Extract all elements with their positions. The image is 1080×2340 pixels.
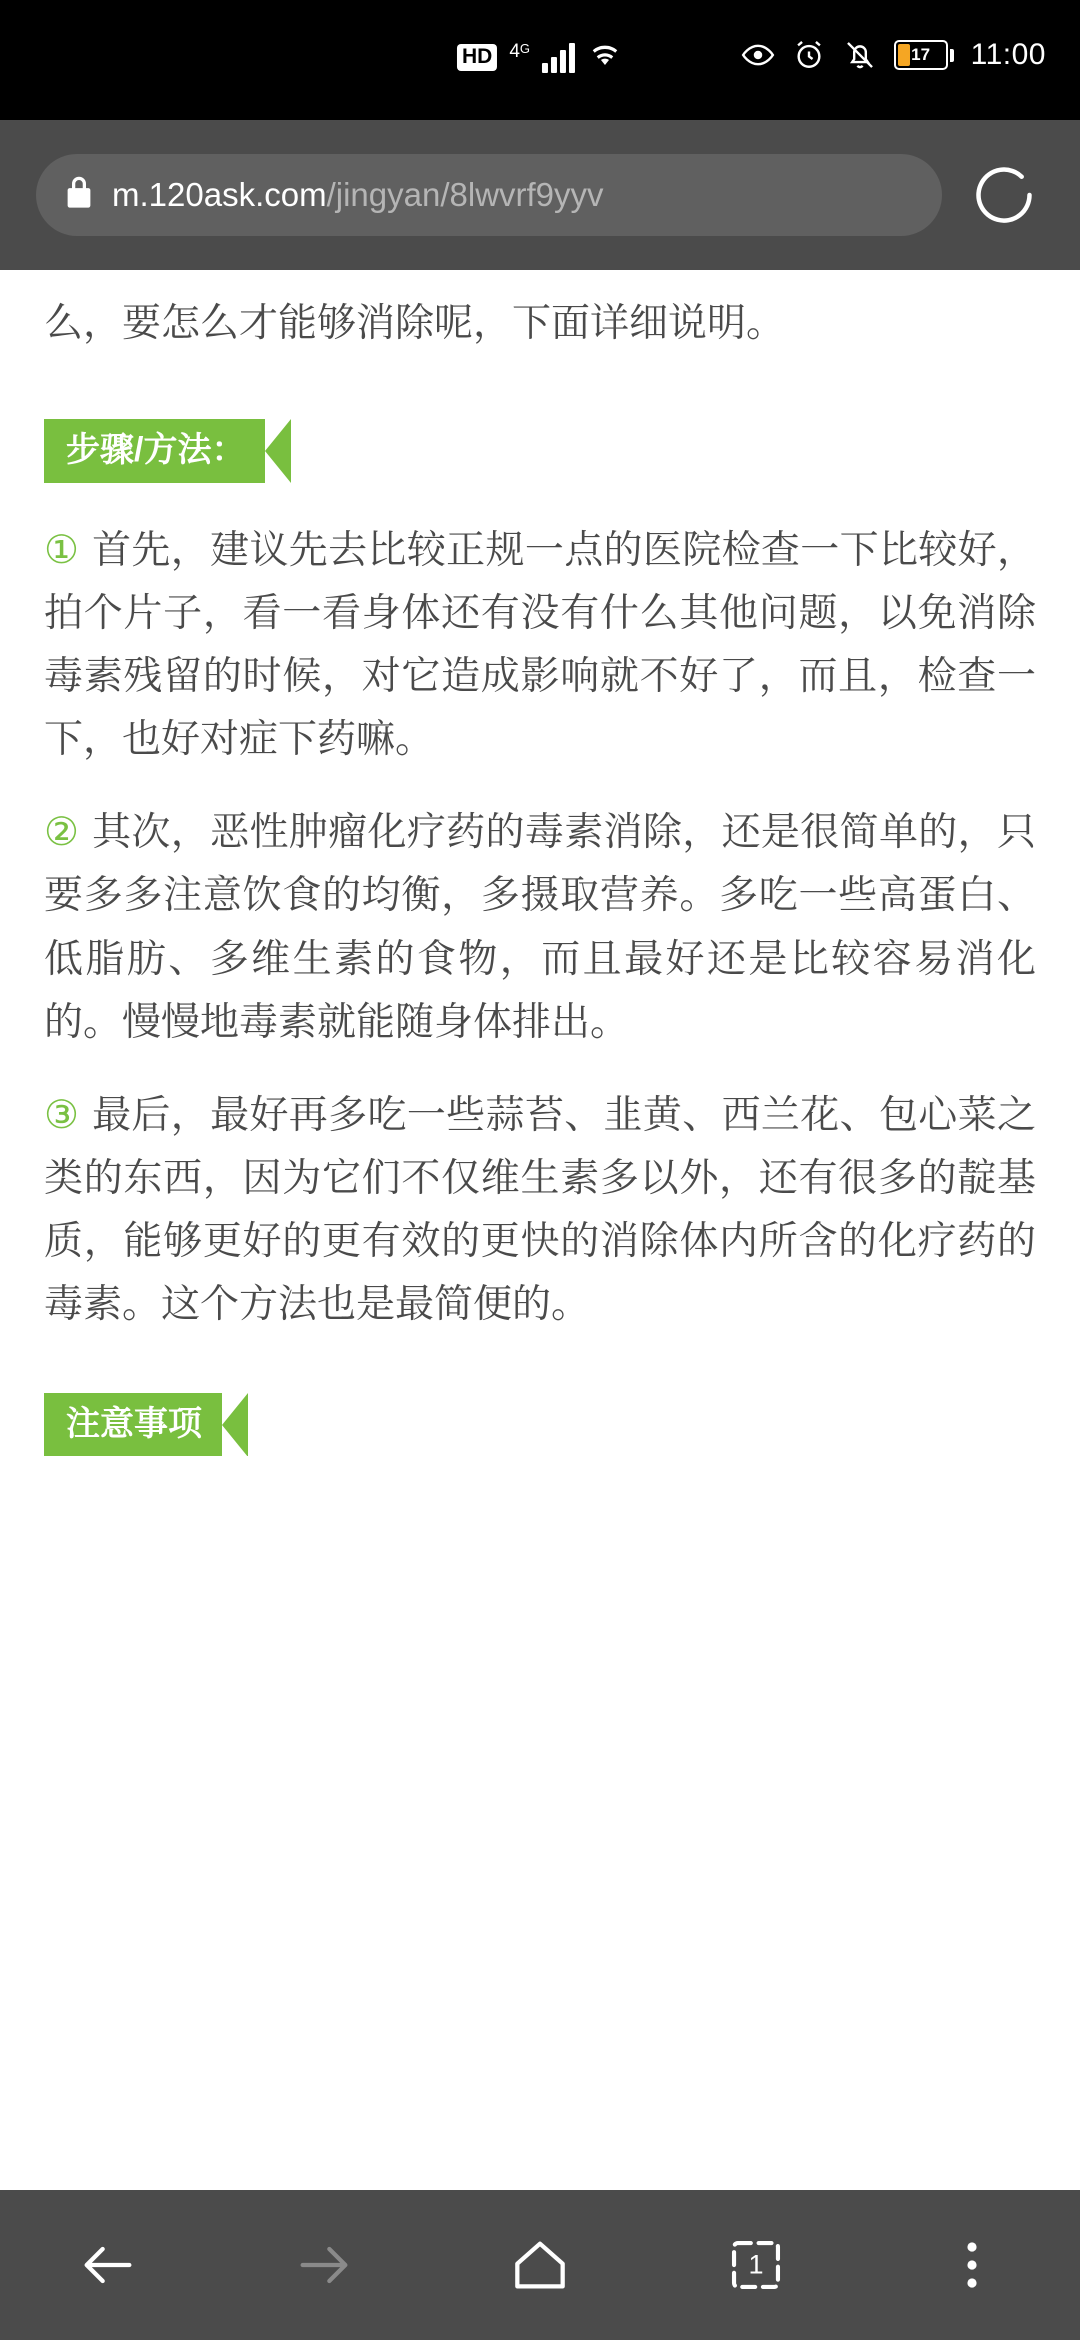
tabs-count-label: 1 [748,2249,764,2280]
status-bar [0,0,1080,120]
battery-percent-label: 17 [911,45,931,64]
more-menu-button[interactable] [912,2210,1032,2320]
step-text: 首先，建议先去比较正规一点的医院检查一下比较好，拍个片子，看一看身体还有没有什么其他问题，以免消除毒素残留的时候，对它造成影响就不好了，而且，检查一下，也好对症下药嘛。 [44,527,1036,763]
status-bar-right-icons [741,38,1046,72]
article-content[interactable] [0,270,1080,2190]
wifi-icon [587,40,623,75]
forward-button[interactable] [264,2210,384,2320]
status-clock: 11:00 [970,38,1046,71]
signal-bars-icon [542,43,575,73]
reload-button[interactable] [958,149,1050,241]
step-item [44,519,1036,772]
tabs-button[interactable] [696,2210,816,2320]
battery-indicator [894,40,954,70]
alarm-clock-icon [792,38,826,72]
browser-nav-bar [0,2190,1080,2340]
step-marker: ② [44,810,80,856]
home-button[interactable] [480,2210,600,2320]
step-item [44,1084,1036,1337]
address-bar[interactable] [36,154,942,236]
hd-badge: HD [457,44,497,70]
lock-icon [66,176,92,215]
step-marker: ③ [44,1092,80,1138]
notes-section-ribbon: 注意事项 [44,1393,248,1456]
step-text: 最后，最好再多吃一些蒜苔、韭黄、西兰花、包心菜之类的东西，因为它们不仅维生素多以外，还有很多的靛基质，能够更好的更有效的更快的消除体内所含的化疗药的毒素。这个方法也是最简便的。 [44,1092,1036,1328]
eye-care-icon [741,38,775,72]
steps-section-ribbon: 步骤/方法： [44,419,291,482]
network-type-label: 4 G [509,40,531,62]
step-marker: ① [44,527,80,573]
status-bar-center-icons [457,40,623,75]
url-text: m.120ask.com/jingyan/8lwvrf9yyv [112,176,604,213]
back-button[interactable] [48,2210,168,2320]
step-item [44,801,1036,1054]
bell-muted-icon [843,38,877,72]
intro-paragraph: 么，要怎么才能够消除呢，下面详细说明。 [44,301,786,346]
step-text: 其次，恶性肿瘤化疗药的毒素消除，还是很简单的，只要多多注意饮食的均衡，多摄取营养。多吃一些高蛋白、低脂肪、多维生素的食物，而且最好还是比较容易消化的。慢慢地毒素就能随身体排出。 [44,810,1036,1045]
browser-toolbar [0,120,1080,270]
